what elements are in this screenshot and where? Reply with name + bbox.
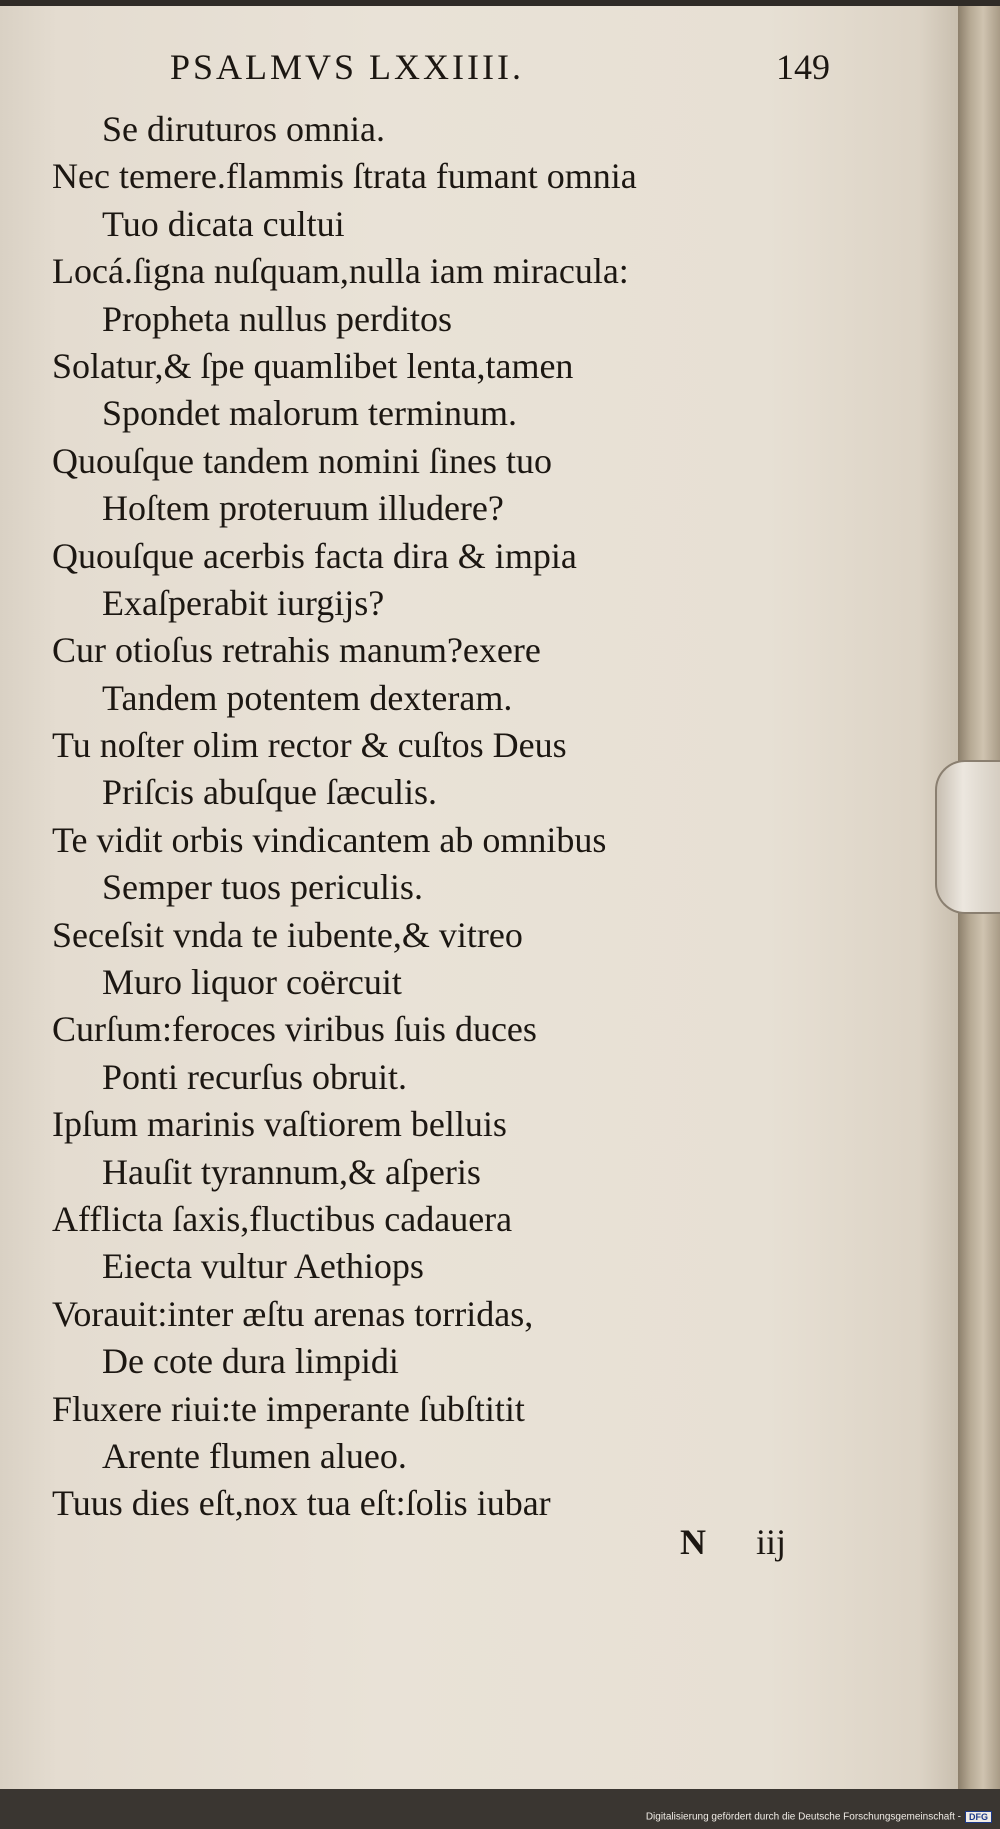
verse-line: Hoſtem proteruum illudere? <box>102 488 504 529</box>
book-clasp <box>935 760 1000 914</box>
verse-line: Solatur,& ſpe quamlibet lenta,tamen <box>52 345 574 386</box>
verse-line: Propheta nullus perditos <box>102 298 452 339</box>
verse-line: Vorauit:inter æſtu arenas torridas, <box>52 1293 534 1334</box>
verse-line: Tu noſter olim rector & cuſtos Deus <box>52 725 567 766</box>
running-title: PSALMVS LXXIIII. <box>170 47 524 87</box>
verse-line: Cur otioſus retrahis manum?exere <box>52 630 541 671</box>
verse-line: Tuus dies eſt,nox tua eſt:ſolis iubar <box>52 1483 551 1524</box>
verse-line: Spondet malorum terminum. <box>102 393 517 434</box>
dfg-logo-icon: DFG <box>965 1811 992 1823</box>
verse-line: Ponti recurſus obruit. <box>102 1056 407 1097</box>
verse-line: Te vidit orbis vindicantem ab omnibus <box>52 819 607 860</box>
verse-line: Seceſsit vnda te iubente,& vitreo <box>52 914 523 955</box>
verse-line: Fluxere riui:te imperante ſubſtitit <box>52 1388 525 1429</box>
page-number: 149 <box>776 47 830 87</box>
signature-mark <box>680 1521 786 1563</box>
verse-line: Curſum:feroces viribus ſuis duces <box>52 1009 537 1050</box>
page-header <box>170 46 830 96</box>
signature-number: iij <box>756 1522 787 1562</box>
verse-line: Se diruturos omnia. <box>102 109 385 149</box>
verse-line: Exaſperabit iurgijs? <box>102 582 385 623</box>
verse-line: Locá.ſigna nuſquam,nulla iam miracula: <box>52 251 629 292</box>
credit-text: Digitalisierung gefördert durch die Deutsche Forschungsgemeinschaft - <box>645 1811 961 1823</box>
footer-bar <box>0 1789 1000 1829</box>
verse-line: Nec temere.flammis ſtrata fumant omnia <box>52 156 637 197</box>
verse-line: Ipſum marinis vaſtiorem belluis <box>52 1104 507 1145</box>
verse-line: Hauſit tyrannum,& aſperis <box>102 1151 481 1192</box>
verse-line: Quouſque tandem nomini ſines tuo <box>52 440 552 481</box>
verse-line: De cote dura limpidi <box>102 1341 399 1382</box>
verse-line: Arente flumen alueo. <box>102 1435 407 1476</box>
verse-line: Priſcis abuſque ſæculis. <box>102 772 437 813</box>
verse-text <box>52 106 892 1528</box>
book-page <box>0 6 960 1789</box>
digitization-credit <box>646 1811 992 1823</box>
verse-line: Eiecta vultur Aethiops <box>102 1246 424 1287</box>
verse-line: Afflicta ſaxis,fluctibus cadauera <box>52 1198 513 1239</box>
verse-line: Tandem potentem dexteram. <box>102 677 513 718</box>
verse-line: Tuo dicata cultui <box>102 203 345 244</box>
verse-line: Quouſque acerbis facta dira & impia <box>52 535 577 576</box>
verse-line: Muro liquor coërcuit <box>102 962 402 1003</box>
signature-letter: N <box>680 1522 706 1562</box>
verse-line: Semper tuos periculis. <box>102 867 423 908</box>
